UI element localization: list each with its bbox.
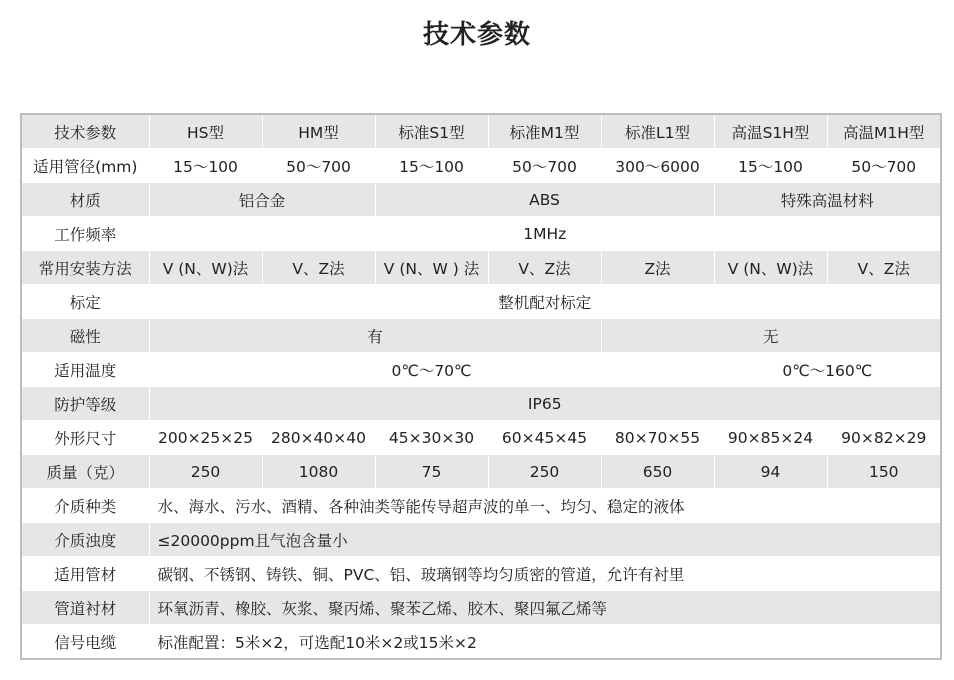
header-cell: 高温M1H型 bbox=[827, 114, 941, 149]
row-label: 质量（克） bbox=[21, 455, 149, 489]
table-cell: 75 bbox=[375, 455, 488, 489]
table-row bbox=[21, 625, 941, 660]
header-cell: 标准L1型 bbox=[601, 114, 714, 149]
table-row bbox=[21, 319, 941, 353]
row-label: 标定 bbox=[21, 285, 149, 319]
row-label: 材质 bbox=[21, 183, 149, 217]
table-row bbox=[21, 387, 941, 421]
table-cell: V (N、W)法 bbox=[714, 251, 827, 285]
table-cell: 650 bbox=[601, 455, 714, 489]
header-cell: HS型 bbox=[149, 114, 262, 149]
table-cell: 环氧沥青、橡胶、灰浆、聚丙烯、聚苯乙烯、胶木、聚四氟乙烯等 bbox=[149, 591, 941, 625]
table-cell: 特殊高温材料 bbox=[714, 183, 941, 217]
table-cell: 15～100 bbox=[375, 149, 488, 183]
table-cell: 整机配对标定 bbox=[149, 285, 941, 319]
table-row bbox=[21, 149, 941, 183]
table-row bbox=[21, 217, 941, 251]
table-cell: 50～700 bbox=[262, 149, 375, 183]
table-row bbox=[21, 591, 941, 625]
table-cell: V、Z法 bbox=[488, 251, 601, 285]
table-cell: 碳钢、不锈钢、铸铁、铜、PVC、铝、玻璃钢等均匀质密的管道，允许有衬里 bbox=[149, 557, 941, 591]
table-row bbox=[21, 523, 941, 557]
table-cell: 45×30×30 bbox=[375, 421, 488, 455]
header-cell: HM型 bbox=[262, 114, 375, 149]
row-label: 信号电缆 bbox=[21, 625, 149, 660]
row-label: 常用安装方法 bbox=[21, 251, 149, 285]
table-cell: 250 bbox=[149, 455, 262, 489]
table-cell: ≤20000ppm且气泡含量小 bbox=[149, 523, 941, 557]
table-cell: 94 bbox=[714, 455, 827, 489]
table-cell: 90×82×29 bbox=[827, 421, 941, 455]
table-row bbox=[21, 285, 941, 319]
table-cell: 280×40×40 bbox=[262, 421, 375, 455]
row-label: 磁性 bbox=[21, 319, 149, 353]
table-cell: 0℃～70℃ bbox=[149, 353, 714, 387]
table-row bbox=[21, 353, 941, 387]
table-row bbox=[21, 455, 941, 489]
table-row bbox=[21, 251, 941, 285]
row-label: 适用管径(mm) bbox=[21, 149, 149, 183]
table-cell: Z法 bbox=[601, 251, 714, 285]
table-cell: 无 bbox=[601, 319, 941, 353]
table-cell: V (N、W ) 法 bbox=[375, 251, 488, 285]
table-cell: 300～6000 bbox=[601, 149, 714, 183]
header-row bbox=[21, 114, 941, 149]
table-cell: IP65 bbox=[149, 387, 941, 421]
table-cell: 1080 bbox=[262, 455, 375, 489]
header-cell: 技术参数 bbox=[21, 114, 149, 149]
table-cell: 80×70×55 bbox=[601, 421, 714, 455]
table-cell: 15～100 bbox=[149, 149, 262, 183]
table-cell: 60×45×45 bbox=[488, 421, 601, 455]
table-cell: 50～700 bbox=[488, 149, 601, 183]
spec-table bbox=[20, 113, 942, 660]
table-cell: 50～700 bbox=[827, 149, 941, 183]
table-cell: V、Z法 bbox=[827, 251, 941, 285]
table-cell: 90×85×24 bbox=[714, 421, 827, 455]
table-row bbox=[21, 421, 941, 455]
row-label: 外形尺寸 bbox=[21, 421, 149, 455]
table-cell: ABS bbox=[375, 183, 714, 217]
table-row bbox=[21, 183, 941, 217]
table-cell: V (N、W)法 bbox=[149, 251, 262, 285]
table-cell: 标准配置：5米×2，可选配10米×2或15米×2 bbox=[149, 625, 941, 660]
table-cell: 有 bbox=[149, 319, 601, 353]
header-cell: 标准M1型 bbox=[488, 114, 601, 149]
row-label: 介质浊度 bbox=[21, 523, 149, 557]
table-cell: 200×25×25 bbox=[149, 421, 262, 455]
row-label: 适用温度 bbox=[21, 353, 149, 387]
table-cell: 水、海水、污水、酒精、各种油类等能传导超声波的单一、均匀、稳定的液体 bbox=[149, 489, 941, 523]
header-cell: 高温S1H型 bbox=[714, 114, 827, 149]
header-cell: 标准S1型 bbox=[375, 114, 488, 149]
table-cell: 铝合金 bbox=[149, 183, 375, 217]
row-label: 适用管材 bbox=[21, 557, 149, 591]
row-label: 工作频率 bbox=[21, 217, 149, 251]
table-cell: 1MHz bbox=[149, 217, 941, 251]
table-cell: V、Z法 bbox=[262, 251, 375, 285]
table-row bbox=[21, 557, 941, 591]
row-label: 介质种类 bbox=[21, 489, 149, 523]
row-label: 管道衬材 bbox=[21, 591, 149, 625]
table-row bbox=[21, 489, 941, 523]
table-cell: 0℃～160℃ bbox=[714, 353, 941, 387]
table-cell: 150 bbox=[827, 455, 941, 489]
page-title: 技术参数 bbox=[422, 20, 531, 50]
table-cell: 250 bbox=[488, 455, 601, 489]
row-label: 防护等级 bbox=[21, 387, 149, 421]
table-cell: 15～100 bbox=[714, 149, 827, 183]
